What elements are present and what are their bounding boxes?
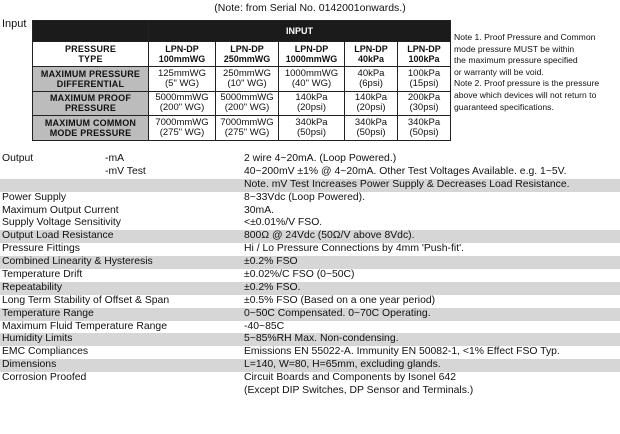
- spec-label: Repeatability: [2, 281, 63, 293]
- spec-label: Long Term Stability of Offset & Span: [2, 294, 170, 306]
- spec-row: [0, 243, 620, 256]
- cell-unit: (200" WG): [224, 102, 270, 114]
- input-table: [32, 20, 451, 141]
- pressure-type-line2: TYPE: [78, 53, 103, 64]
- model-range: 1000mmWG: [285, 53, 338, 64]
- model-range: 250mmWG: [223, 53, 271, 64]
- spec-row: [0, 282, 620, 295]
- cell-unit: (275" WG): [224, 127, 270, 139]
- spec-value: ±0.5% FSO (Based on a one year period): [244, 294, 436, 306]
- spec-row: [0, 359, 620, 372]
- row-label: [33, 66, 149, 91]
- model-range: 40kPa: [357, 53, 385, 64]
- spec-label: Dimensions: [2, 359, 57, 371]
- spec-value: 30mA.: [244, 204, 275, 216]
- spec-label: Supply Voltage Sensitivity: [2, 217, 121, 229]
- spec-label: Humidity Limits: [2, 333, 73, 345]
- table-cell: [345, 66, 398, 91]
- spec-value: 800Ω @ 24Vdc (50Ω/V above 8Vdc).: [244, 230, 415, 242]
- note-line: Note 1. Proof Pressure and Common: [454, 32, 596, 42]
- spec-label: Output Load Resistance: [2, 230, 114, 242]
- input-header: INPUT: [149, 21, 451, 42]
- cell-value: 340kPa: [407, 117, 441, 129]
- table-cell: [345, 116, 398, 141]
- table-cell: [216, 91, 279, 116]
- note-line: the maximum pressure specified: [454, 55, 578, 66]
- cell-unit: (50psi): [409, 127, 439, 139]
- cell-value: 7000mmWG: [155, 117, 209, 129]
- cell-unit: (50psi): [296, 127, 327, 139]
- cell-value: 140kPa: [354, 92, 388, 104]
- spec-value: Circuit Boards and Components by Isonel 642: [244, 372, 456, 384]
- spec-value: 0~50C Compensated. 0~70C Operating.: [244, 307, 431, 319]
- header-blank-cell: [33, 21, 149, 42]
- model-col-3: [345, 42, 398, 67]
- table-cell: [149, 91, 216, 116]
- spec-value: ±0.02%/C FSO (0~50C): [244, 269, 355, 281]
- model-name: LPN-DP: [165, 43, 199, 54]
- cell-unit: (5" WG): [165, 77, 199, 89]
- cell-value: 100kPa: [407, 67, 441, 79]
- note-line: mode pressure MUST be within: [454, 43, 575, 54]
- spec-label: Corrosion Proofed: [2, 372, 87, 384]
- input-table-header-row: [33, 21, 451, 42]
- spec-row: [0, 372, 620, 385]
- spec-value: Emissions EN 55022-A. Immunity EN 50082-1, <1% Effect FSO Typ.: [244, 346, 560, 358]
- table-cell: [279, 91, 345, 116]
- input-label: Input: [2, 18, 27, 30]
- note-line: Note 2. Proof pressure is the pressure: [454, 78, 600, 89]
- spec-row: [0, 205, 620, 218]
- spec-value: 8~33Vdc (Loop Powered).: [244, 191, 366, 203]
- spec-row: [0, 308, 620, 321]
- spec-row: [0, 217, 620, 230]
- spec-value: L=140, W=80, H=65mm, excluding glands.: [244, 359, 441, 371]
- row-label-line2: PRESSURE: [64, 103, 117, 114]
- spec-row: [0, 153, 620, 166]
- cell-unit: (6psi): [359, 77, 383, 89]
- spec-label: EMC Compliances: [2, 346, 89, 358]
- table-row-max-common-mode: [33, 116, 451, 141]
- spec-label: Power Supply: [2, 191, 67, 203]
- spec-row: [0, 166, 620, 179]
- spec-row: [0, 321, 620, 334]
- cell-unit: (275" WG): [159, 127, 205, 139]
- spec-label: Combined Linearity & Hysteresis: [2, 256, 153, 268]
- model-name: LPN-DP: [294, 43, 329, 54]
- spec-row: [0, 346, 620, 359]
- spec-label: Temperature Range: [2, 307, 94, 319]
- spec-row: [0, 256, 620, 269]
- row-label: [33, 91, 149, 116]
- model-col-0: [149, 42, 216, 67]
- cell-value: 5000mmWG: [155, 92, 209, 104]
- cell-unit: (20psi): [356, 102, 386, 114]
- table-row-max-proof: [33, 91, 451, 116]
- spec-label: Pressure Fittings: [2, 243, 80, 255]
- row-label-line1: MAXIMUM COMMON: [44, 118, 137, 129]
- spec-row: [0, 179, 620, 192]
- spec-value: <±0.01%/V FSO.: [244, 217, 323, 229]
- model-range: 100kPa: [408, 53, 440, 64]
- spec-value: 5~85%RH Max. Non-condensing.: [244, 333, 399, 345]
- pressure-type-line1: PRESSURE: [64, 43, 117, 54]
- model-col-4: [398, 42, 451, 67]
- cell-value: 200kPa: [407, 92, 441, 104]
- cell-value: 340kPa: [354, 117, 388, 129]
- spec-sublabel: -mA: [105, 153, 125, 164]
- cell-value: 340kPa: [295, 117, 328, 129]
- row-label-line1: MAXIMUM PRESSURE: [40, 68, 141, 79]
- row-label-line2: MODE PRESSURE: [49, 128, 132, 139]
- model-name: LPN-DP: [230, 43, 264, 54]
- spec-row: [0, 269, 620, 282]
- table-cell: [216, 116, 279, 141]
- spec-row: [0, 230, 620, 243]
- spec-value: ±0.2% FSO.: [244, 281, 301, 293]
- notes-block: [454, 32, 620, 113]
- table-row-max-differential: [33, 66, 451, 91]
- row-label: [33, 116, 149, 141]
- table-cell: [398, 116, 451, 141]
- spec-label: Maximum Output Current: [2, 204, 119, 216]
- model-name: LPN-DP: [407, 43, 441, 54]
- spec-label: Maximum Fluid Temperature Range: [2, 320, 167, 332]
- spec-value: Note. mV Test Increases Power Supply & Decreases Load Resistance.: [244, 178, 570, 190]
- spec-value: Hi / Lo Pressure Connections by 4mm 'Push-fit'.: [244, 243, 464, 255]
- spec-value: -40~85C: [244, 320, 285, 332]
- note-line: guaranteed specifications.: [454, 101, 554, 112]
- cell-value: 1000mmWG: [284, 67, 339, 79]
- model-range: 100mmWG: [158, 53, 206, 64]
- spec-sublabel: -mV Test: [105, 165, 146, 177]
- cell-unit: (50psi): [356, 127, 386, 139]
- spec-row: [0, 192, 620, 205]
- table-cell: [398, 66, 451, 91]
- cell-unit: (200" WG): [159, 102, 205, 114]
- cell-value: 7000mmWG: [220, 117, 274, 129]
- model-col-2: [279, 42, 345, 67]
- cell-unit: (30psi): [409, 102, 439, 114]
- row-label-line1: MAXIMUM PROOF: [49, 93, 132, 104]
- cell-value: 140kPa: [295, 92, 328, 104]
- table-cell: [149, 116, 216, 141]
- table-cell: [149, 66, 216, 91]
- spec-row: [0, 333, 620, 346]
- spec-row: [0, 385, 620, 398]
- serial-note: (Note: from Serial No. 0142001onwards.): [214, 2, 406, 14]
- spec-value: (Except DIP Switches, DP Sensor and Terminals.): [244, 385, 474, 397]
- table-cell: [279, 116, 345, 141]
- table-cell: [398, 91, 451, 116]
- spec-label: Output: [2, 153, 34, 164]
- cell-unit: (40" WG): [291, 77, 332, 89]
- spec-label: Temperature Drift: [2, 269, 83, 281]
- cell-unit: (20psi): [296, 102, 327, 114]
- cell-unit: (15psi): [409, 77, 439, 89]
- pressure-type-label: [33, 42, 149, 67]
- cell-value: 125mmWG: [157, 67, 207, 79]
- model-name: LPN-DP: [354, 43, 388, 54]
- table-cell: [279, 66, 345, 91]
- note-line: or warranty will be void.: [454, 66, 544, 77]
- cell-unit: (10" WG): [227, 77, 267, 89]
- model-row: [33, 42, 451, 67]
- spec-list: [0, 153, 620, 398]
- spec-value: 2 wire 4~20mA. (Loop Powered.): [244, 153, 397, 164]
- note-line: above which devices will not return to: [454, 89, 597, 100]
- table-cell: [345, 91, 398, 116]
- row-label-line2: DIFFERENTIAL: [56, 78, 125, 89]
- model-col-1: [216, 42, 279, 67]
- spec-value: ±0.2% FSO: [244, 256, 298, 268]
- cell-value: 250mmWG: [222, 67, 272, 79]
- spec-row: [0, 295, 620, 308]
- spec-value: 40~200mV ±1% @ 4~20mA. Other Test Voltages Available. e.g. 1~5V.: [244, 165, 567, 177]
- cell-value: 40kPa: [357, 67, 385, 79]
- table-cell: [216, 66, 279, 91]
- cell-value: 5000mmWG: [220, 92, 274, 104]
